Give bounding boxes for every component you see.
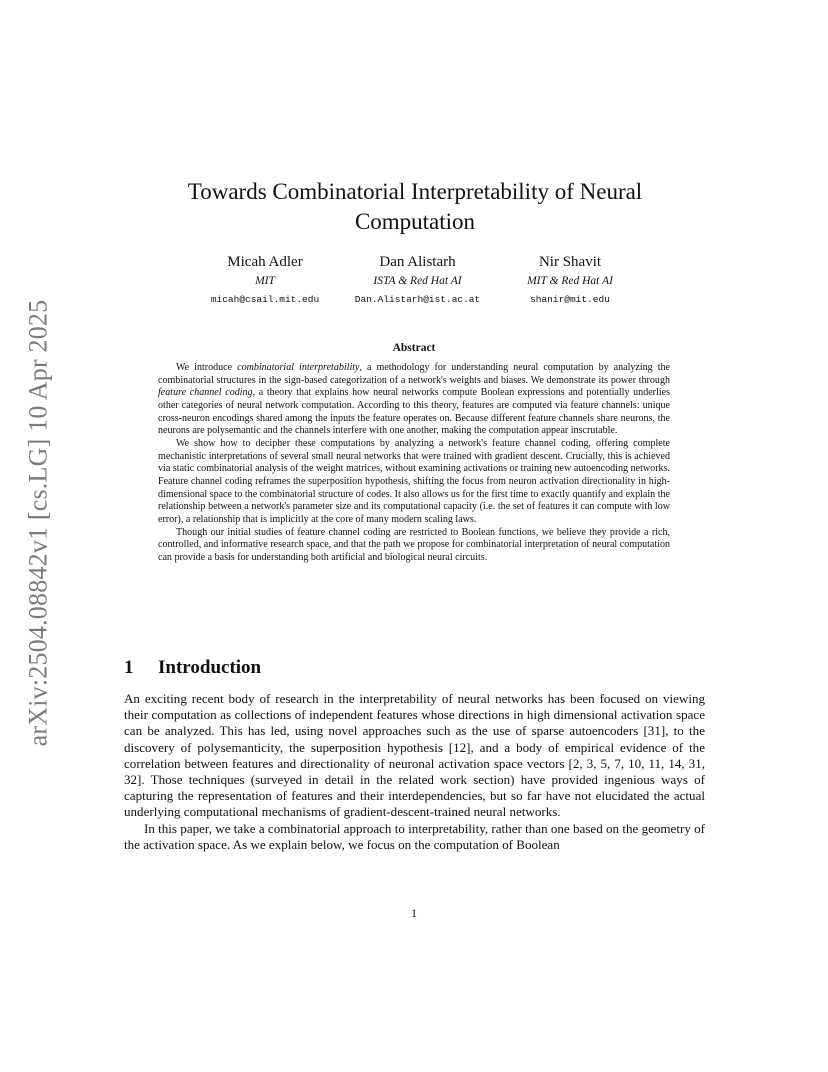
section-heading bbox=[124, 656, 704, 680]
author-email: shanir@mit.edu bbox=[530, 294, 610, 305]
abstract-text: , a methodology for understanding neural computation by analyzing the combinatorial structures in the sign-based categorization of a network's weights and biases. We demonstrate its power through bbox=[158, 362, 670, 386]
abstract-emphasis: feature channel coding bbox=[158, 387, 253, 399]
author-block bbox=[190, 252, 340, 310]
author-name: Micah Adler bbox=[227, 254, 303, 270]
author-name: Dan Alistarh bbox=[379, 254, 456, 270]
abstract-text: We introduce bbox=[176, 362, 238, 373]
section-title: Introduction bbox=[158, 657, 262, 678]
author-affiliation: MIT bbox=[255, 275, 275, 287]
abstract-body bbox=[158, 362, 670, 565]
body-paragraph: An exciting recent body of research in the interpretability of neural networks has been focused on viewing their computation as collections of independent features whose directions in high dimensional activation space can be analyzed. This has led, using novel approaches such as the use of sparse autoencoders [31], to the discovery of polysemanticity, the superposition hypothesis [12], and a body of empirical evidence of the correlation between features and directionality of neuronal activation space vectors [2, 3, 5, 7, 10, 11, 14, 31, 32]. Those techniques (surveyed in detail in the related work section) have provided ingenious ways of capturing the representation of features and their interdependencies, but so far have not elucidated the actual underlying computational mechanisms of gradient-descent-trained neural networks. bbox=[124, 691, 705, 820]
author-name: Nir Shavit bbox=[538, 254, 602, 270]
author-block bbox=[495, 252, 645, 310]
abstract-text: , a theory that explains how neural networks compute Boolean expressions and potentially underlies other categories of neural network computation. According to this theory, features are computed via feature channels: unique cross-neuron encodings shared among the inputs the feature operates on. Because different feature channels share neurons, the neurons are polysemantic and the channels interfere with one another, making the computation appear inscrutable. bbox=[158, 387, 670, 437]
arxiv-identifier-text: arXiv:2504.08842v1 [cs.LG] 10 Apr 2025 bbox=[23, 299, 52, 746]
page-number: 1 bbox=[411, 906, 417, 920]
author-list bbox=[190, 252, 645, 310]
abstract-paragraph: Though our initial studies of feature channel coding are restricted to Boolean functions, we believe they provide a rich, controlled, and informative research space, and that the path we propose for combinatorial interpretation of neural computation can provide a basis for understanding both artificial and biological neural circuits. bbox=[158, 526, 670, 563]
author-affiliation: MIT & Red Hat AI bbox=[527, 275, 613, 287]
abstract-paragraph bbox=[158, 362, 670, 438]
abstract-paragraph: We show how to decipher these computations by analyzing a network's feature channel coding, offering complete mechanistic interpretations of several small neural networks that were trained with gradient descent. Crucially, this is achieved via static combinatorial analysis of the weight matrices, without examining activations or training new autoencoding networks. Feature channel coding reframes the superposition hypothesis, shifting the focus from neuron activation directionality in high-dimensional space to the combinatorial structure of codes. It also allows us for the first time to exactly quantify and explain the relationship between a network's parameter size and its computational capacity (i.e. the set of features it can compute with low error), a relationship that is implicitly at the core of many modern scaling laws. bbox=[158, 437, 670, 525]
author-affiliation: ISTA & Red Hat AI bbox=[373, 275, 462, 287]
author-email: Dan.Alistarh@ist.ac.at bbox=[354, 294, 481, 305]
section-number: 1 bbox=[124, 657, 134, 678]
paper-title: Towards Combinatorial Interpretability of Neural Computation bbox=[187, 179, 643, 234]
body-paragraph: In this paper, we take a combinatorial approach to interpretability, rather than one based on the geometry of the activation space. As we explain below, we focus on the computation of Boolean bbox=[124, 820, 705, 852]
abstract-heading: Abstract bbox=[392, 342, 436, 354]
introduction-body bbox=[124, 691, 705, 853]
author-block bbox=[343, 252, 493, 310]
arxiv-margin-stamp bbox=[18, 285, 58, 760]
author-email: micah@csail.mit.edu bbox=[210, 294, 320, 305]
abstract-emphasis: combinatorial interpretability bbox=[237, 362, 360, 373]
